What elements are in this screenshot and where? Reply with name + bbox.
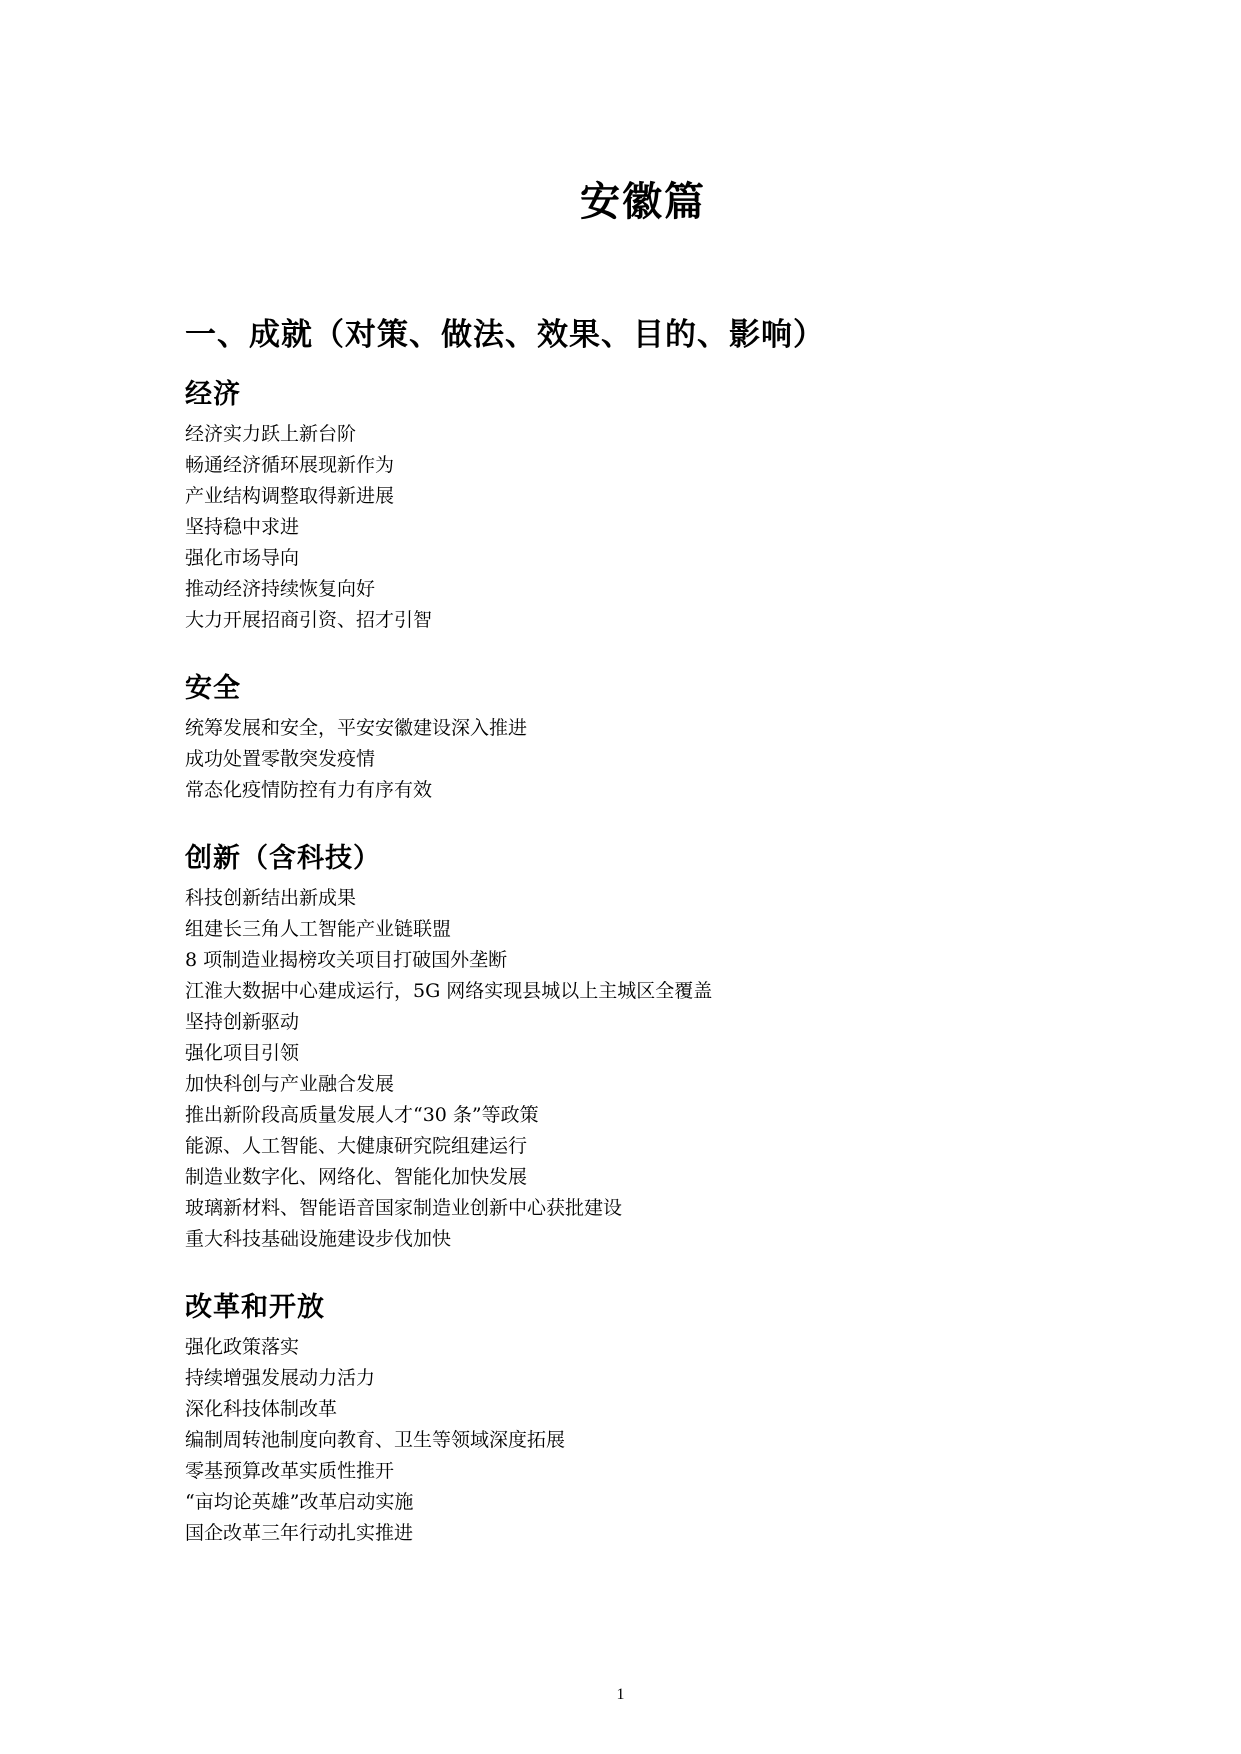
list-item: 强化政策落实 [185,1336,300,1358]
subheading-reform-opening: 改革和开放 [185,1292,325,1323]
list-item: 强化项目引领 [185,1042,300,1064]
list-item: 统筹发展和安全，平安安徽建设深入推进 [185,717,528,739]
list-item: 科技创新结出新成果 [185,887,357,909]
list-item: 8 项制造业揭榜攻关项目打破国外垄断 [185,949,508,971]
list-item: 组建长三角人工智能产业链联盟 [185,918,452,940]
subheading-safety: 安全 [185,673,241,704]
list-item: 能源、人工智能、大健康研究院组建运行 [185,1135,528,1157]
list-innovation [185,883,1101,1255]
page-number: 1 [616,1686,625,1703]
list-item: 重大科技基础设施建设步伐加快 [185,1228,452,1250]
list-item: 加快科创与产业融合发展 [185,1073,395,1095]
subheading-economy: 经济 [185,379,241,410]
list-item: 持续增强发展动力活力 [185,1367,376,1389]
list-item: 推出新阶段高质量发展人才“30 条”等政策 [185,1104,539,1126]
list-item: 成功处置零散突发疫情 [185,748,376,770]
list-item: 畅通经济循环展现新作为 [185,454,395,476]
list-item: 经济实力跃上新台阶 [185,423,357,445]
list-item: 坚持创新驱动 [185,1011,300,1033]
list-item: 产业结构调整取得新进展 [185,485,395,507]
list-item: 大力开展招商引资、招才引智 [185,609,433,631]
list-item: 玻璃新材料、智能语音国家制造业创新中心获批建设 [185,1197,623,1219]
section-heading-achievements: 一、成就（对策、做法、效果、目的、影响） [185,317,825,353]
list-reform-opening [185,1332,1101,1549]
page-title: 安徽篇 [580,179,706,225]
list-safety [185,713,1101,806]
list-item: 零基预算改革实质性推开 [185,1460,395,1482]
list-item: 制造业数字化、网络化、智能化加快发展 [185,1166,528,1188]
list-item: 常态化疫情防控有力有序有效 [185,779,433,801]
list-item: 深化科技体制改革 [185,1398,338,1420]
list-item: 编制周转池制度向教育、卫生等领域深度拓展 [185,1429,566,1451]
list-item: “亩均论英雄”改革启动实施 [185,1491,414,1513]
list-item: 强化市场导向 [185,547,300,569]
list-item: 坚持稳中求进 [185,516,300,538]
subheading-innovation: 创新（含科技） [185,843,381,874]
list-economy [185,419,1101,636]
list-item: 国企改革三年行动扎实推进 [185,1522,414,1544]
list-item: 推动经济持续恢复向好 [185,578,376,600]
list-item: 江淮大数据中心建成运行，5G 网络实现县城以上主城区全覆盖 [185,980,713,1002]
